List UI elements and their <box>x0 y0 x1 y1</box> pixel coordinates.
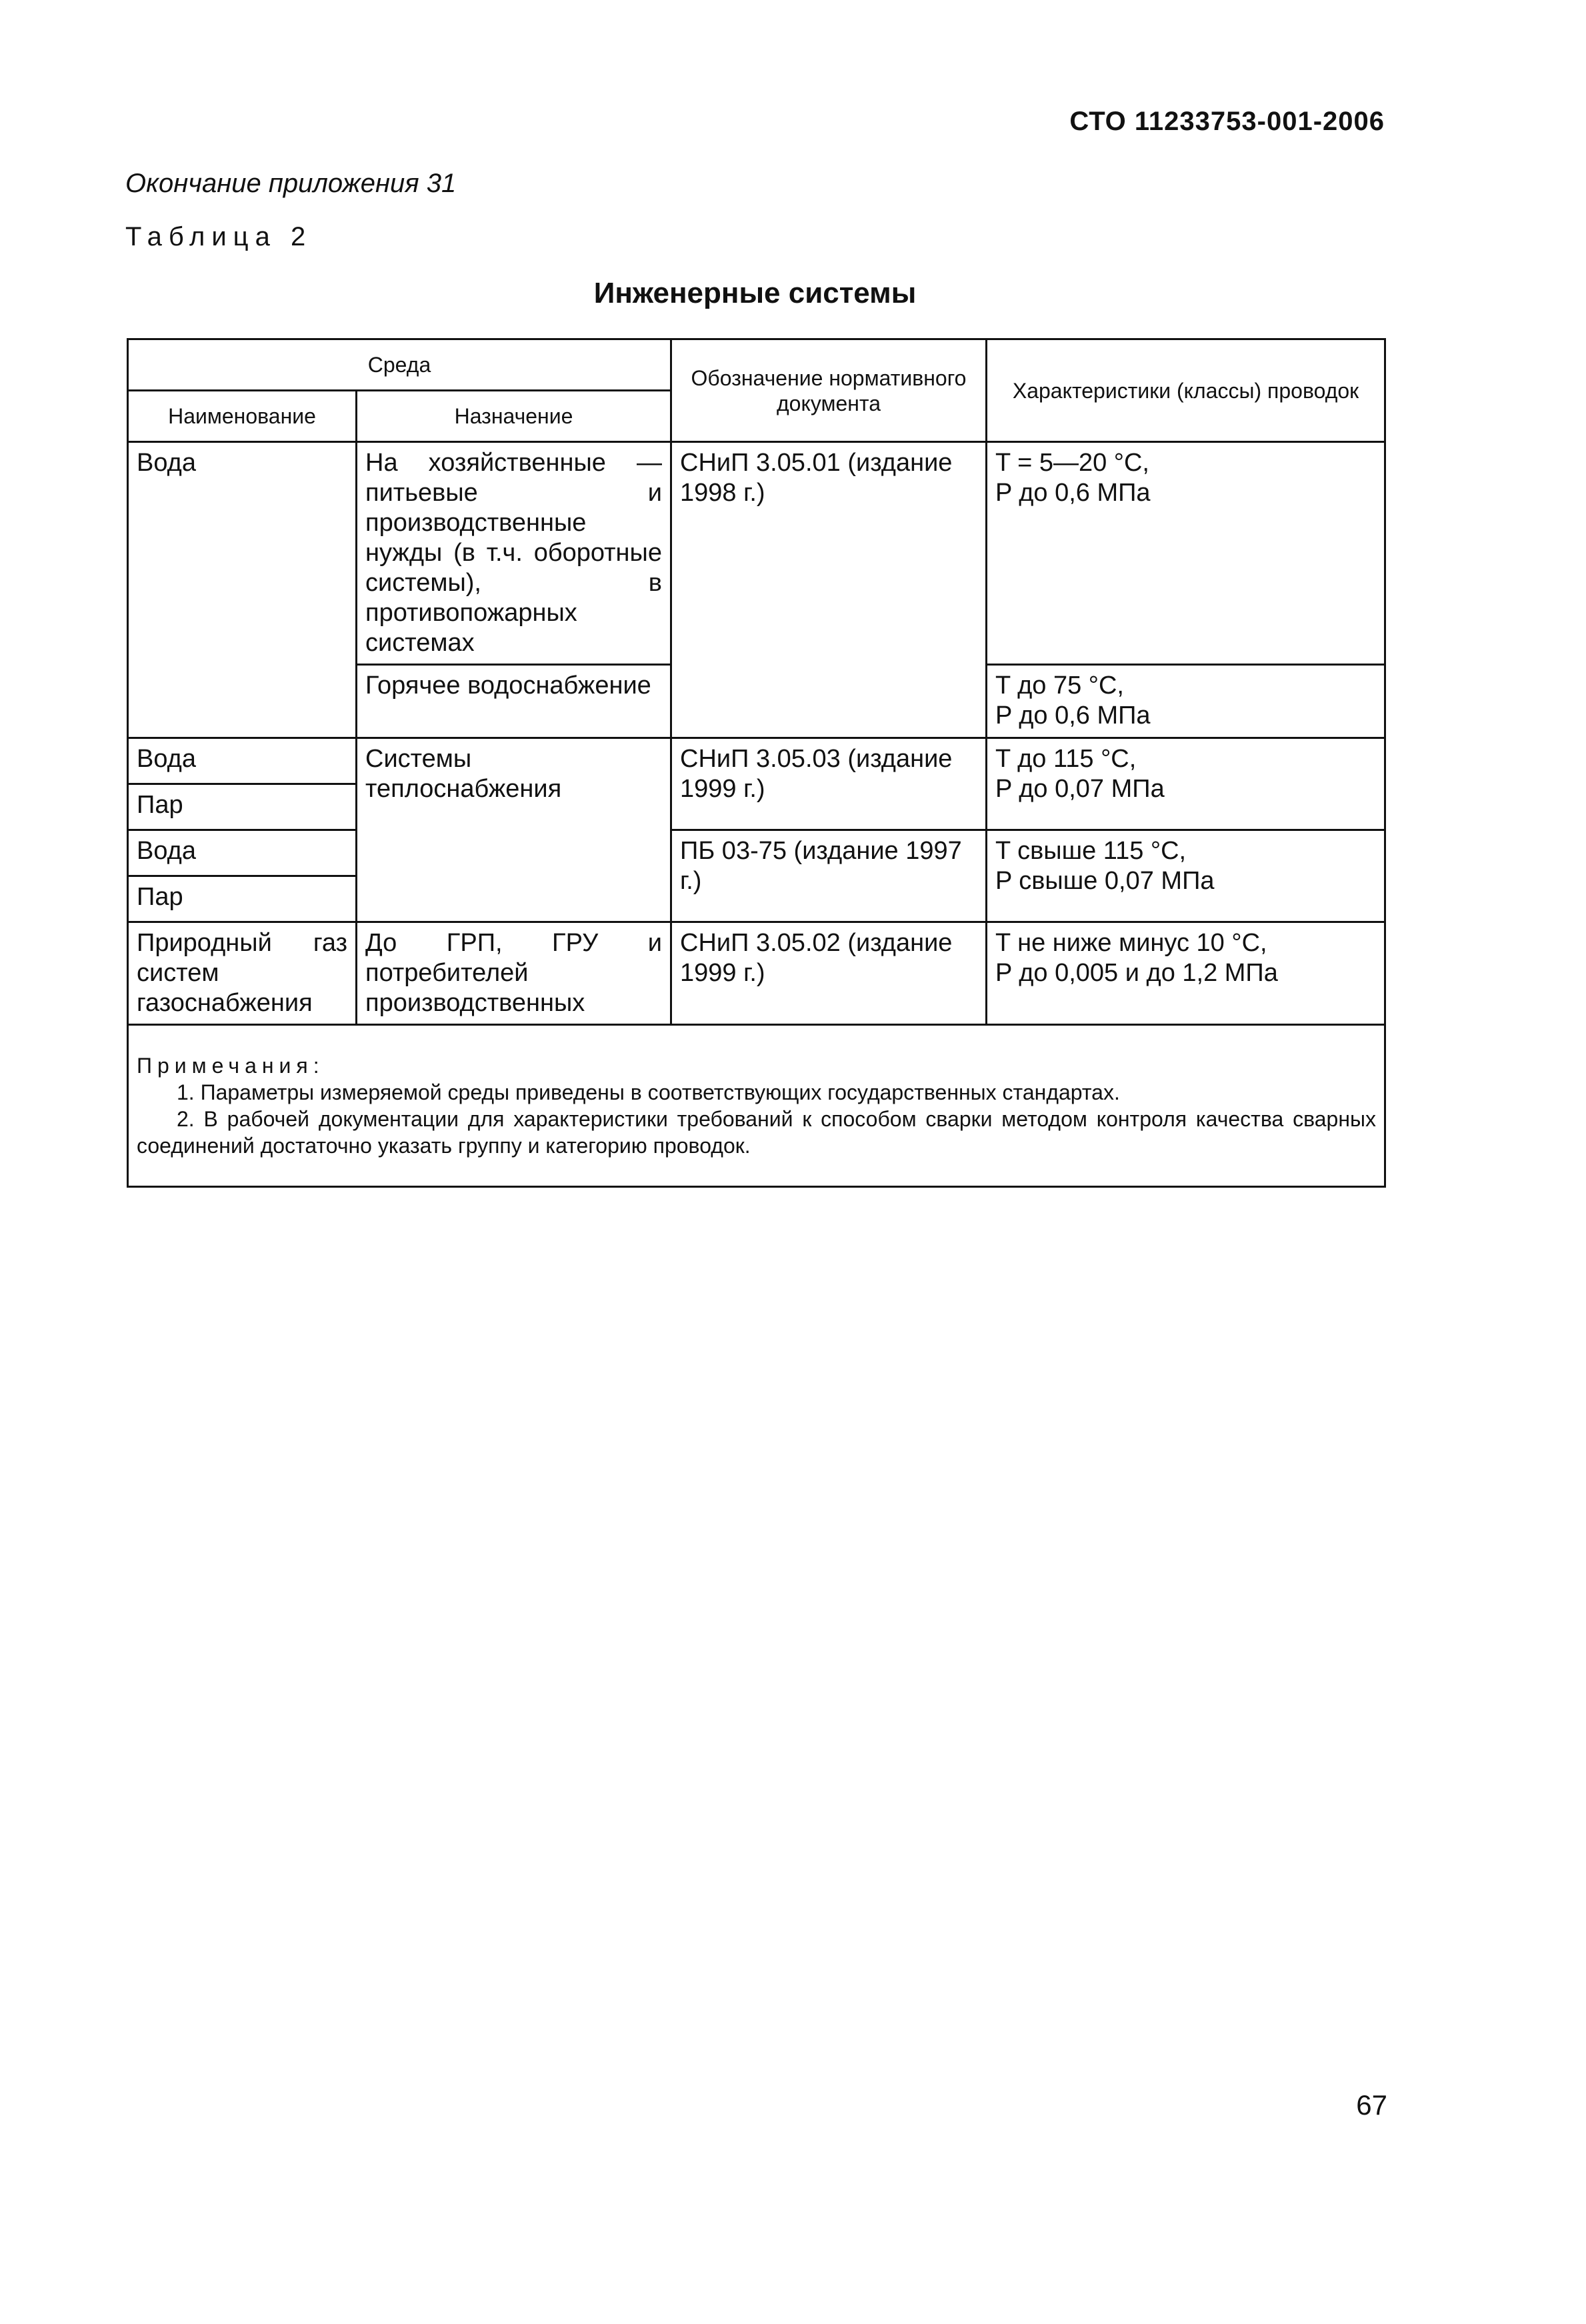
header-document: Обозначение нормативного документа <box>671 339 987 442</box>
cell-purpose: Системы теплоснабжения <box>357 738 671 922</box>
header-characteristics: Характеристики (классы) проводок <box>987 339 1385 442</box>
cell-characteristics <box>987 830 1385 922</box>
table-row <box>128 830 1385 876</box>
cell-name: Природный газ систем газоснабжения <box>128 922 357 1025</box>
cell-document: ПБ 03-75 (издание 1997 г.) <box>671 830 987 922</box>
cell-purpose: До ГРП, ГРУ и потребителей производственных <box>357 922 671 1025</box>
cell-characteristics <box>987 738 1385 830</box>
cell-name: Вода <box>128 738 357 784</box>
cell-purpose: Горячее водоснабжение <box>357 665 671 738</box>
cell-name: Пар <box>128 876 357 922</box>
cell-document: СНиП 3.05.03 (издание 1999 г.) <box>671 738 987 830</box>
notes-title: Примечания: <box>137 1054 325 1078</box>
cell-name: Пар <box>128 784 357 830</box>
characteristics-temperature: T свыше 115 °C, <box>995 837 1187 865</box>
table-label: Таблица 2 <box>125 222 313 251</box>
cell-document: СНиП 3.05.02 (издание 1999 г.) <box>671 922 987 1025</box>
cell-purpose: На хозяйственные — питьевые и производственные нужды (в т.ч. оборотные системы), в противопожарных системах <box>357 442 671 665</box>
table-title: Инженерные системы <box>593 277 917 309</box>
cell-characteristics <box>987 442 1385 665</box>
note-2: 2. В рабочей документации для характеристики требований к способом сварки методом контроля качества сварных соединений достаточно указать группу и категорию проводок. <box>137 1107 1376 1158</box>
characteristics-temperature: T до 75 °C, <box>995 672 1124 700</box>
characteristics-pressure: P до 0,6 МПа <box>995 702 1151 730</box>
header-name: Наименование <box>128 391 357 442</box>
engineering-systems-table <box>127 338 1386 1188</box>
characteristics-temperature: T до 115 °C, <box>995 745 1137 773</box>
table-row <box>128 738 1385 784</box>
cell-document: СНиП 3.05.01 (издание 1998 г.) <box>671 442 987 738</box>
characteristics-temperature: T = 5—20 °C, <box>995 449 1149 477</box>
notes-row <box>128 1025 1385 1187</box>
characteristics-temperature: T не ниже минус 10 °C, <box>995 929 1267 957</box>
characteristics-pressure: P свыше 0,07 МПа <box>995 867 1215 895</box>
appendix-note: Окончание приложения 31 <box>125 169 457 198</box>
characteristics-pressure: P до 0,07 МПа <box>995 775 1165 803</box>
characteristics-pressure: P до 0,005 и до 1,2 МПа <box>995 959 1278 987</box>
characteristics-pressure: P до 0,6 МПа <box>995 479 1151 507</box>
cell-name: Вода <box>128 442 357 738</box>
header-row-1 <box>128 339 1385 391</box>
header-purpose: Назначение <box>357 391 671 442</box>
document-code: СТО 11233753-001-2006 <box>1069 107 1385 136</box>
table-row <box>128 442 1385 665</box>
cell-characteristics <box>987 665 1385 738</box>
cell-characteristics <box>987 922 1385 1025</box>
header-medium: Среда <box>128 339 671 391</box>
table-row <box>128 922 1385 1025</box>
cell-name: Вода <box>128 830 357 876</box>
notes-cell <box>128 1025 1385 1187</box>
page-number: 67 <box>1356 2089 1387 2121</box>
note-1: 1. Параметры измеряемой среды приведены в соответствующих государственных стандартах. <box>177 1080 1120 1104</box>
